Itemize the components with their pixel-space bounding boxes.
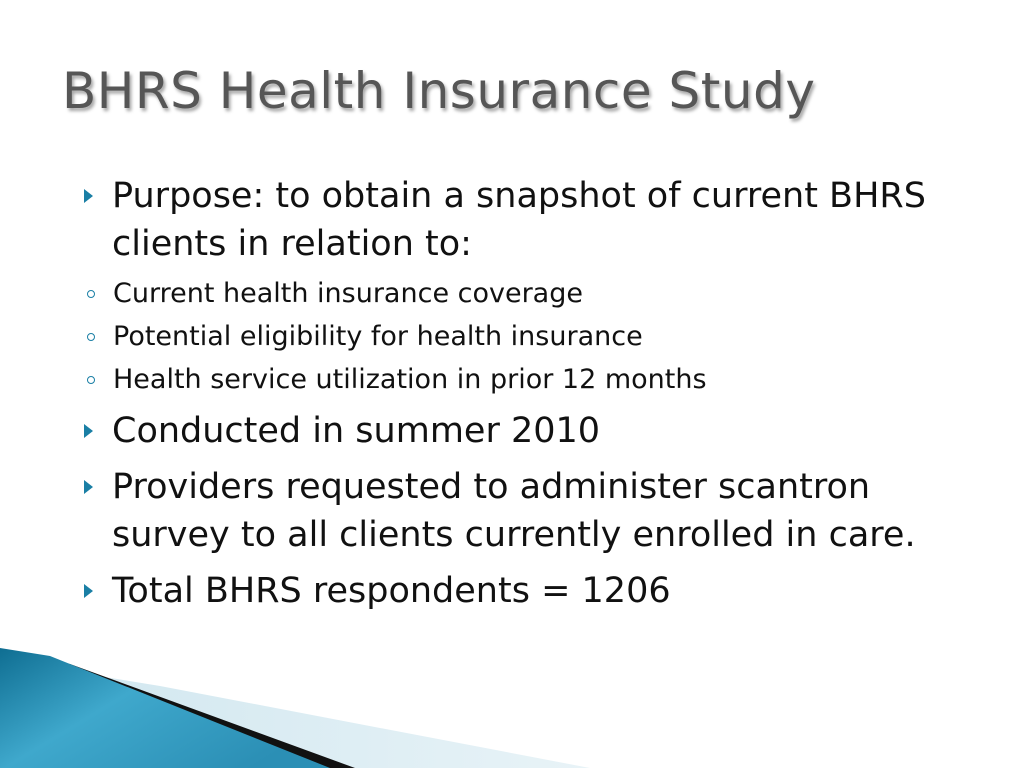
bullet-conducted: [84, 407, 984, 455]
triangle-bullet-icon: [84, 424, 93, 438]
bullet-text: Providers requested to administer scantron survey to all clients currently enrolled in care.: [112, 467, 916, 555]
circle-bullet-icon: [87, 376, 95, 384]
sub-bullet: [84, 315, 984, 358]
circle-bullet-icon: [87, 290, 95, 298]
bullet-providers: [84, 463, 984, 559]
bullet-text: Total BHRS respondents = 1206: [112, 571, 671, 611]
triangle-bullet-icon: [84, 584, 93, 598]
sub-bullet-text: Current health insurance coverage: [113, 278, 583, 309]
sub-bullet: [84, 358, 984, 401]
circle-bullet-icon: [87, 333, 95, 341]
triangle-bullet-icon: [84, 480, 93, 494]
swoosh-light-band: [0, 660, 590, 768]
sub-bullet-text: Potential eligibility for health insurance: [113, 321, 643, 352]
sub-bullet-list: [84, 272, 984, 401]
bullet-list: [84, 172, 984, 615]
swoosh-teal-band: [0, 648, 330, 768]
bullet-respondents: [84, 567, 984, 615]
sub-bullet: [84, 272, 984, 315]
slide-title: BHRS Health Insurance Study: [62, 62, 816, 120]
triangle-bullet-icon: [84, 189, 93, 203]
sub-bullet-text: Health service utilization in prior 12 months: [113, 364, 707, 395]
bullet-text: Purpose: to obtain a snapshot of current BHRS clients in relation to:: [112, 176, 926, 264]
bullet-text: Conducted in summer 2010: [112, 411, 601, 451]
bullet-purpose: [84, 172, 984, 268]
swoosh-dark-band: [0, 652, 355, 768]
